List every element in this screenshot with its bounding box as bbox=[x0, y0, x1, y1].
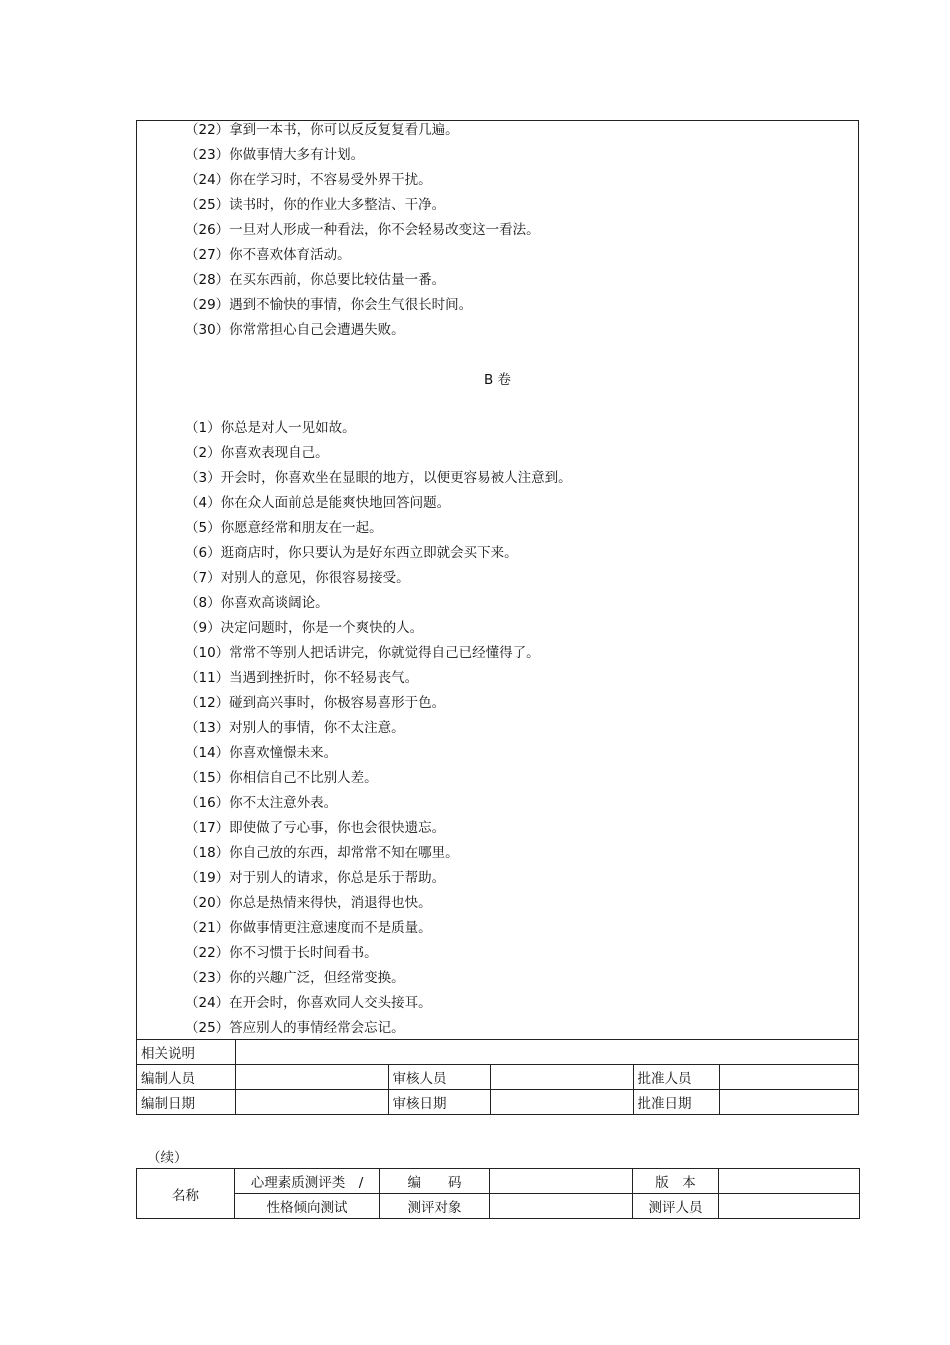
list-item: （7）对别人的意见，你很容易接受。 bbox=[185, 570, 410, 586]
document-header-table bbox=[136, 1168, 860, 1219]
reviewer-value[interactable] bbox=[490, 1065, 633, 1090]
list-item: （12）碰到高兴事时，你极容易喜形于色。 bbox=[185, 695, 446, 711]
list-item: （28）在买东西前，你总要比较估量一番。 bbox=[185, 272, 446, 288]
table-row bbox=[137, 1194, 860, 1219]
evaluator-value[interactable] bbox=[719, 1194, 860, 1219]
document-info-table bbox=[137, 1039, 858, 1114]
list-item: （29）遇到不愉快的事情，你会生气很长时间。 bbox=[185, 297, 473, 313]
compiler-value[interactable] bbox=[235, 1065, 388, 1090]
list-item: （10）常常不等别人把话讲完，你就觉得自己已经懂得了。 bbox=[185, 645, 540, 661]
name-value-line-1: 心理素质测评类 / bbox=[235, 1169, 380, 1194]
approve-date-value[interactable] bbox=[719, 1090, 858, 1115]
related-notes-value[interactable] bbox=[235, 1040, 858, 1065]
code-label: 编 码 bbox=[380, 1169, 490, 1194]
target-label: 测评对象 bbox=[380, 1194, 490, 1219]
question-list-a bbox=[185, 118, 540, 343]
list-item: （30）你常常担心自己会遭遇失败。 bbox=[185, 322, 405, 338]
related-notes-label: 相关说明 bbox=[137, 1040, 235, 1065]
compile-date-label: 编制日期 bbox=[137, 1090, 235, 1115]
table-row bbox=[137, 1090, 858, 1115]
list-item: （17）即使做了亏心事，你也会很快遗忘。 bbox=[185, 820, 446, 836]
list-item: （1）你总是对人一见如故。 bbox=[185, 420, 356, 436]
approver-value[interactable] bbox=[719, 1065, 858, 1090]
review-date-label: 审核日期 bbox=[388, 1090, 490, 1115]
list-item: （11）当遇到挫折时，你不轻易丧气。 bbox=[185, 670, 419, 686]
list-item: （27）你不喜欢体育活动。 bbox=[185, 247, 351, 263]
continued-label: （续） bbox=[147, 1150, 188, 1166]
list-item: （23）你的兴趣广泛，但经常变换。 bbox=[185, 970, 405, 986]
list-item: （8）你喜欢高谈阔论。 bbox=[185, 595, 329, 611]
list-item: （14）你喜欢憧憬未来。 bbox=[185, 745, 338, 761]
list-item: （25）读书时，你的作业大多整洁、干净。 bbox=[185, 197, 446, 213]
evaluator-label: 测评人员 bbox=[633, 1194, 719, 1219]
list-item: （13）对别人的事情，你不太注意。 bbox=[185, 720, 405, 736]
compiler-label: 编制人员 bbox=[137, 1065, 235, 1090]
list-item: （21）你做事情更注意速度而不是质量。 bbox=[185, 920, 432, 936]
review-date-value[interactable] bbox=[490, 1090, 633, 1115]
reviewer-label: 审核人员 bbox=[388, 1065, 490, 1090]
section-b-title: B 卷 bbox=[483, 372, 512, 388]
list-item: （16）你不太注意外表。 bbox=[185, 795, 338, 811]
list-item: （26）一旦对人形成一种看法，你不会轻易改变这一看法。 bbox=[185, 222, 540, 238]
table-row bbox=[137, 1065, 858, 1090]
table-row bbox=[137, 1169, 860, 1194]
compile-date-value[interactable] bbox=[235, 1090, 388, 1115]
code-value[interactable] bbox=[490, 1169, 633, 1194]
list-item: （22）拿到一本书，你可以反反复复看几遍。 bbox=[185, 122, 459, 138]
approve-date-label: 批准日期 bbox=[633, 1090, 719, 1115]
list-item: （24）你在学习时，不容易受外界干扰。 bbox=[185, 172, 432, 188]
name-value-line-2: 性格倾向测试 bbox=[235, 1194, 380, 1219]
list-item: （4）你在众人面前总是能爽快地回答问题。 bbox=[185, 495, 451, 511]
list-item: （19）对于别人的请求，你总是乐于帮助。 bbox=[185, 870, 446, 886]
list-item: （3）开会时，你喜欢坐在显眼的地方，以便更容易被人注意到。 bbox=[185, 470, 572, 486]
list-item: （20）你总是热情来得快，消退得也快。 bbox=[185, 895, 432, 911]
list-item: （15）你相信自己不比别人差。 bbox=[185, 770, 378, 786]
approver-label: 批准人员 bbox=[633, 1065, 719, 1090]
target-value[interactable] bbox=[490, 1194, 633, 1219]
list-item: （2）你喜欢表现自己。 bbox=[185, 445, 329, 461]
table-row bbox=[137, 1040, 858, 1065]
name-label: 名称 bbox=[137, 1169, 235, 1219]
version-value[interactable] bbox=[719, 1169, 860, 1194]
question-list-b bbox=[185, 416, 572, 1041]
version-label: 版 本 bbox=[633, 1169, 719, 1194]
list-item: （23）你做事情大多有计划。 bbox=[185, 147, 365, 163]
list-item: （24）在开会时，你喜欢同人交头接耳。 bbox=[185, 995, 432, 1011]
list-item: （18）你自己放的东西，却常常不知在哪里。 bbox=[185, 845, 459, 861]
list-item: （9）决定问题时，你是一个爽快的人。 bbox=[185, 620, 424, 636]
list-item: （6）逛商店时，你只要认为是好东西立即就会买下来。 bbox=[185, 545, 518, 561]
questionnaire-box bbox=[136, 120, 859, 1115]
list-item: （5）你愿意经常和朋友在一起。 bbox=[185, 520, 383, 536]
list-item: （22）你不习惯于长时间看书。 bbox=[185, 945, 378, 961]
list-item: （25）答应别人的事情经常会忘记。 bbox=[185, 1020, 405, 1036]
